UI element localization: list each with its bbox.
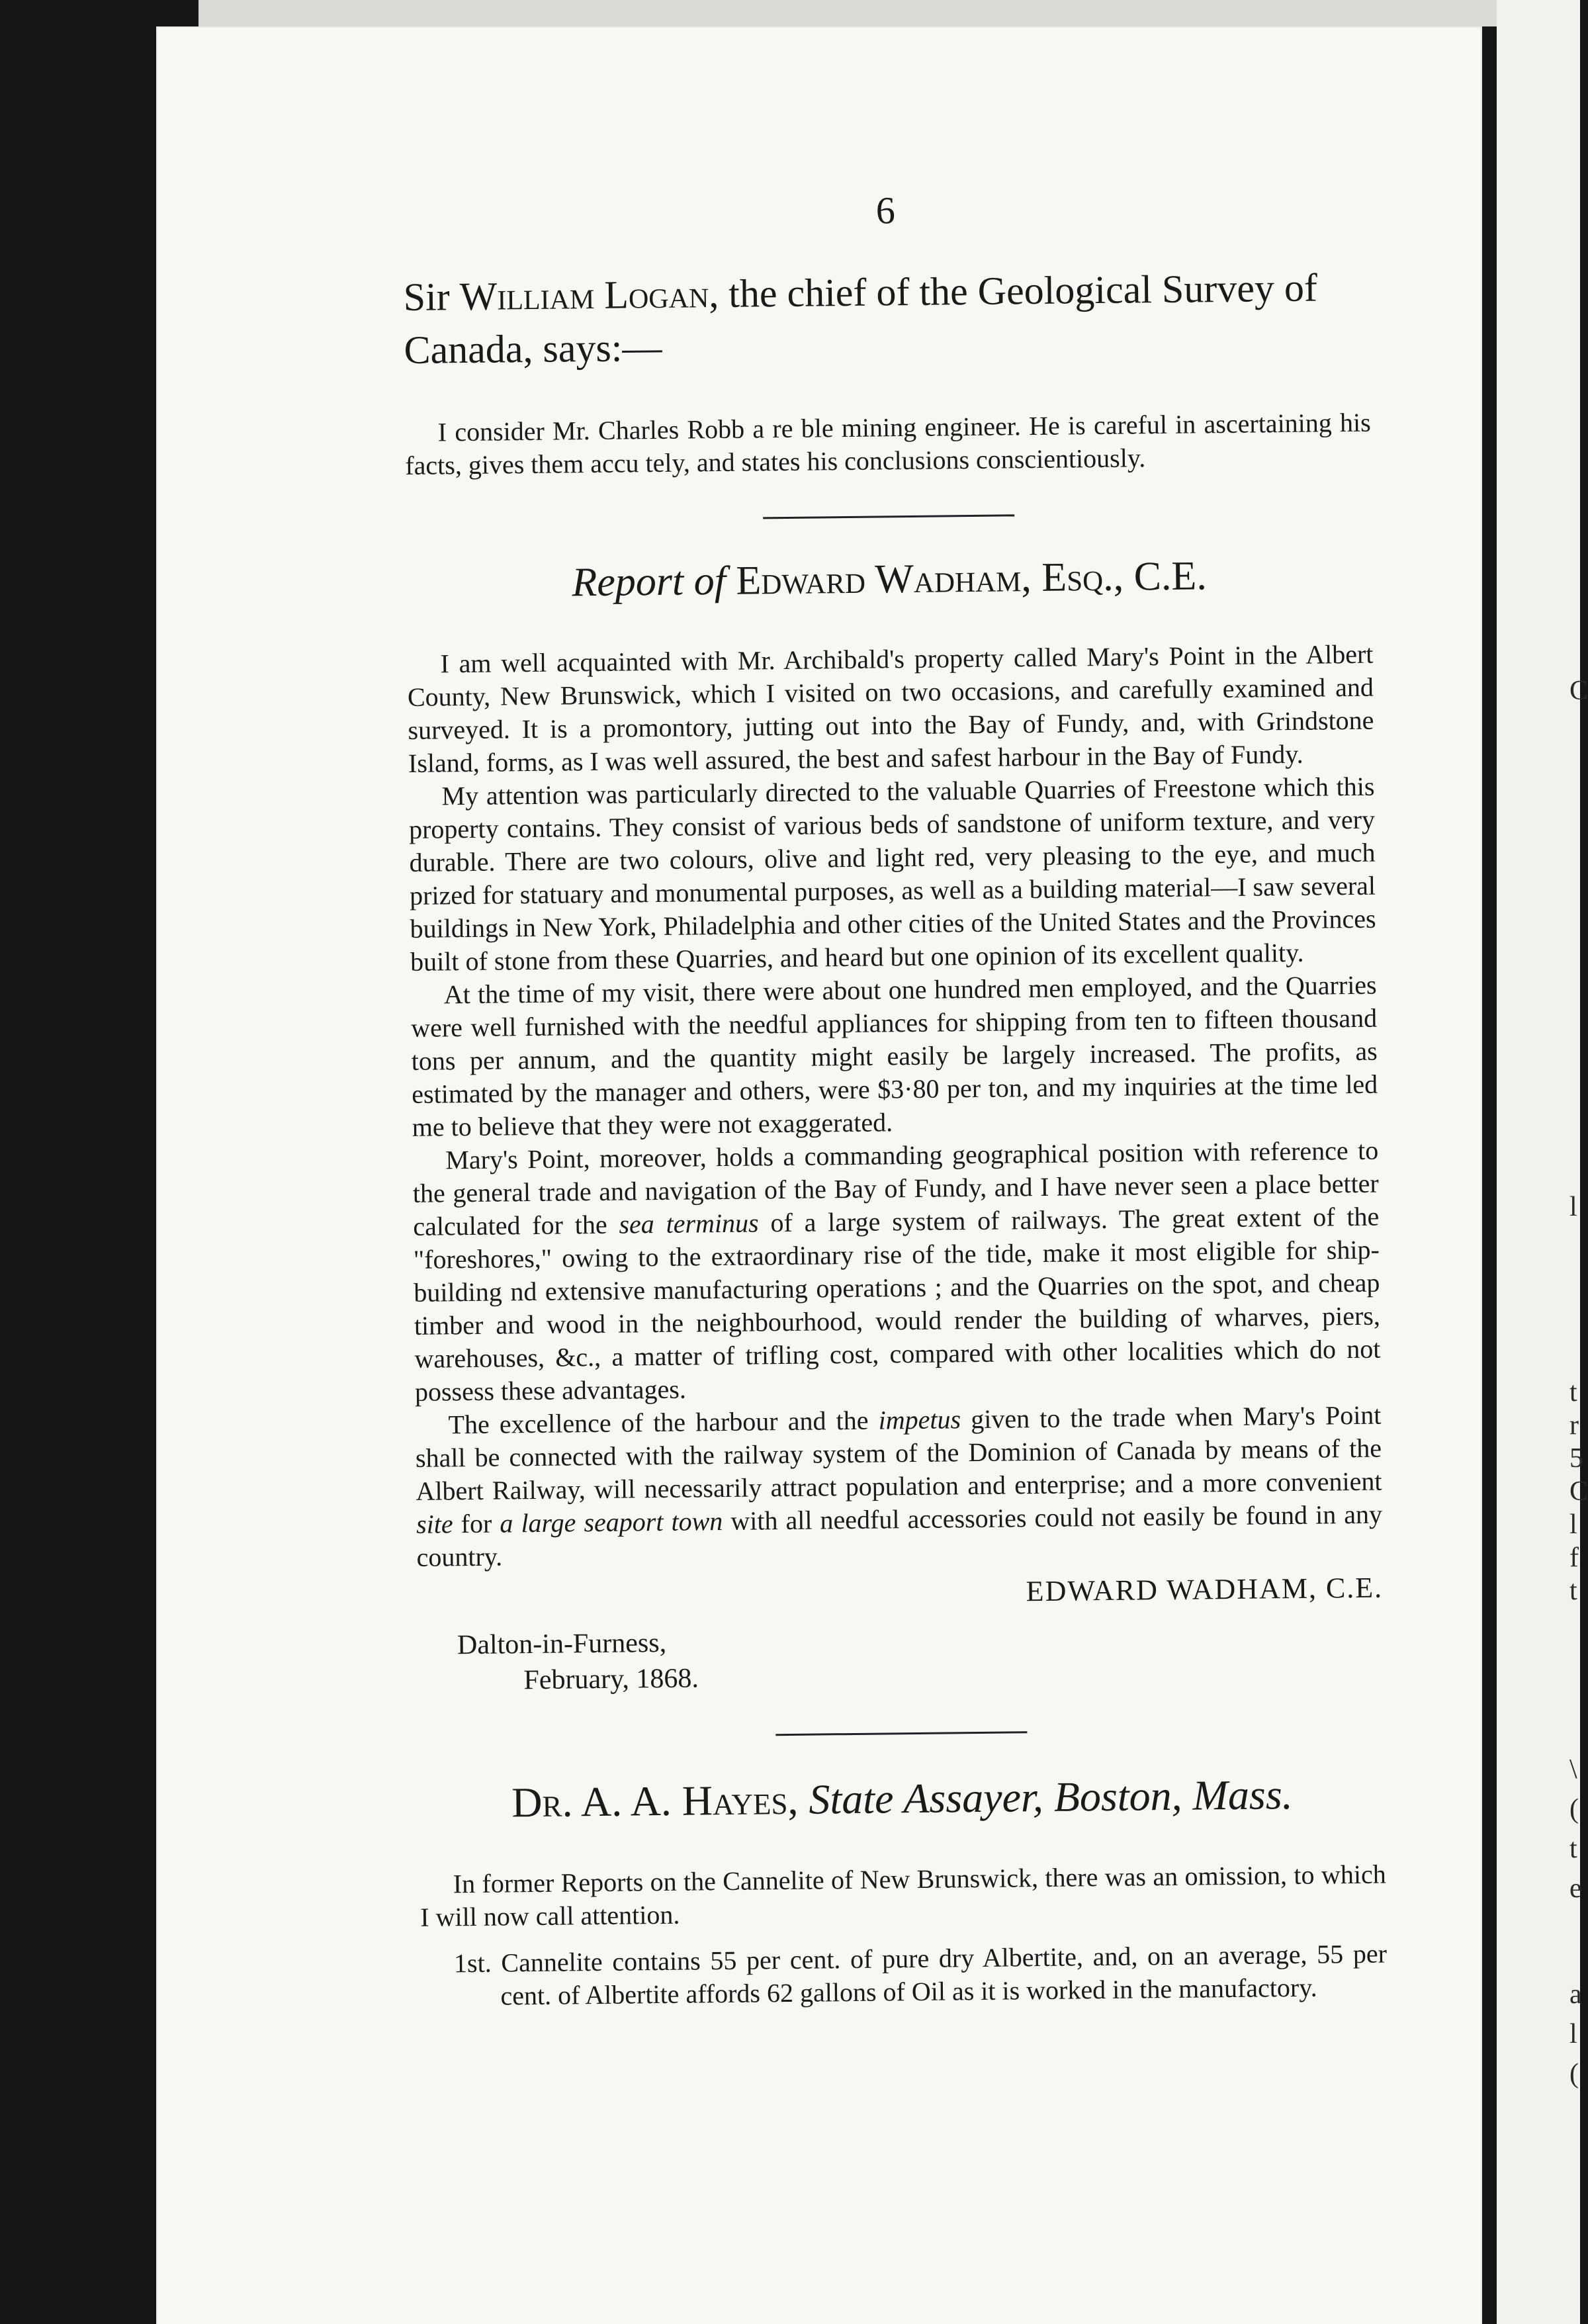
adjacent-page-fragment: 5 bbox=[1569, 1443, 1583, 1474]
wadham-report-heading bbox=[406, 551, 1373, 608]
adjacent-page-fragment: a bbox=[1569, 1979, 1582, 2010]
p5-italic: impetus bbox=[878, 1404, 961, 1435]
adjacent-page-fragment: l bbox=[1569, 1192, 1577, 1222]
p4-text: of a large system of railways. The great extent of the "foreshores," owing to the extraordinary rise of the tide, make it most eligible for ship-building nd extensive manufacturing operations ; and the Quarries on the spot, and cheap timber and wood in the neighbourhood, would render the building of wharves, piers, warehouses, &c., a matter of trifling cost, compared with other localities which do not possess these advantages. bbox=[413, 1201, 1381, 1407]
adjacent-page-fragment: e bbox=[1569, 1873, 1582, 1904]
adjacent-page-fragment: ( bbox=[1569, 1794, 1579, 1824]
wadham-place: Dalton-in-Furness, bbox=[457, 1627, 667, 1661]
section-divider bbox=[775, 1731, 1027, 1736]
adjacent-page-edge bbox=[1497, 0, 1588, 2324]
adjacent-page-fragment: ( bbox=[1569, 2059, 1579, 2089]
logan-heading bbox=[403, 261, 1370, 377]
wadham-paragraph: At the time of my visit, there were about one hundred men employed, and the Quarries were well furnished with the needful appliances for shipping from ten to fifteen thousand tons per annum, and the quantity might easily be largely increased. The profits, as estimated by the manager and others, were $3·80 per ton, and my inquiries at the time led me to believe that they were not exaggerated. bbox=[410, 969, 1378, 1142]
p4-text: Mary's Point, moreover, holds a commanding geographical position with reference to the general trade and navigation of the Bay of Fundy, and I have never seen a place better calculated for the bbox=[412, 1135, 1379, 1241]
p5-text: with all needful accessories could not easily be found in any country. bbox=[416, 1499, 1383, 1572]
wadham-suffix: , C.E. bbox=[1113, 553, 1208, 600]
p5-italic: site bbox=[416, 1509, 453, 1539]
logan-name: William Logan bbox=[459, 272, 709, 319]
hayes-name: Dr. A. A. Hayes, bbox=[511, 1775, 809, 1826]
p5-text: given to the trade when Mary's Point shall be connected with the railway system of the Dominion of Canada by means of the Albert Railway, will necessarily attract population and enterprise; and a more convenient bbox=[415, 1400, 1382, 1506]
adjacent-page-fragment: t bbox=[1569, 1377, 1577, 1408]
adjacent-page-fragment: \ bbox=[1569, 1754, 1577, 1785]
page-content bbox=[402, 183, 1388, 2014]
wadham-date: February, 1868. bbox=[523, 1663, 699, 1696]
adjacent-page-fragment: l bbox=[1569, 2019, 1577, 2049]
hayes-intro: In former Reports on the Cannelite of New Brunswick, there was an omission, to which I will now call attention. bbox=[420, 1859, 1386, 1932]
adjacent-page-fragment: f bbox=[1569, 1542, 1579, 1573]
section-divider bbox=[763, 514, 1014, 519]
adjacent-page-fragment: t bbox=[1569, 1576, 1577, 1606]
p5-italic: a large seaport town bbox=[500, 1506, 723, 1539]
p4-italic: sea terminus bbox=[619, 1208, 759, 1239]
report-of-label: Report of bbox=[572, 558, 736, 605]
hayes-item: 1st. Cannelite contains 55 per cent. of pure dry Albertite, and, on an average, 55 per cent. of Albertite affords 62 gallons of Oil as it is worked in the manufactory. bbox=[453, 1938, 1388, 2011]
document-page bbox=[157, 28, 1481, 2324]
adjacent-page-fragment: r bbox=[1569, 1410, 1579, 1441]
wadham-name: Edward Wadham, Esq. bbox=[736, 554, 1114, 603]
wadham-signature: EDWARD WADHAM, C.E. bbox=[1026, 1571, 1384, 1608]
wadham-paragraph bbox=[415, 1399, 1383, 1574]
hayes-heading bbox=[419, 1769, 1386, 1828]
adjacent-page-top-edge bbox=[198, 0, 1522, 26]
p5-text: for bbox=[453, 1508, 500, 1539]
logan-intro-rest: , the chief of the Geological Survey of Canada, says:— bbox=[404, 265, 1318, 372]
logan-quote: I consider Mr. Charles Robb a re ble mining engineer. He is careful in ascertaining his facts, gives them accu tely, and states his conclusions conscientiously. bbox=[405, 407, 1371, 480]
wadham-paragraph: My attention was particularly directed to the valuable Quarries of Freestone which this property contains. They consist of various beds of sandstone of uniform texture, and very durable. There are two colours, olive and light red, very pleasing to the eye, and much prized for statuary and monumental purposes, as well as a building material—I saw several buildings in New York, Philadelphia and other cities of the United States and the Provinces built of stone from these Quarries, and heard but one opinion of its excellent quality. bbox=[408, 771, 1376, 977]
adjacent-page-fragment: C bbox=[1569, 676, 1588, 706]
adjacent-page-fragment: l bbox=[1569, 1509, 1577, 1540]
logan-intro-sir: Sir bbox=[403, 275, 461, 319]
p5-text: The excellence of the harbour and the bbox=[448, 1405, 879, 1440]
wadham-paragraph: I am well acquainted with Mr. Archibald's property called Mary's Point in the Albert County, New Brunswick, which I visited on two occasions, and carefully examined and surveyed. It is a promontory, jutting out into the Bay of Fundy, and, with Grindstone Island, forms, as I was well assured, the best and safest harbour in the Bay of Fundy. bbox=[407, 639, 1374, 778]
adjacent-page-fragment: C bbox=[1569, 1476, 1588, 1507]
adjacent-page-fragment: t bbox=[1569, 1834, 1577, 1864]
page-number: 6 bbox=[875, 189, 896, 232]
hayes-title: State Assayer, Boston, Mass. bbox=[809, 1771, 1294, 1823]
wadham-paragraph bbox=[412, 1134, 1381, 1409]
